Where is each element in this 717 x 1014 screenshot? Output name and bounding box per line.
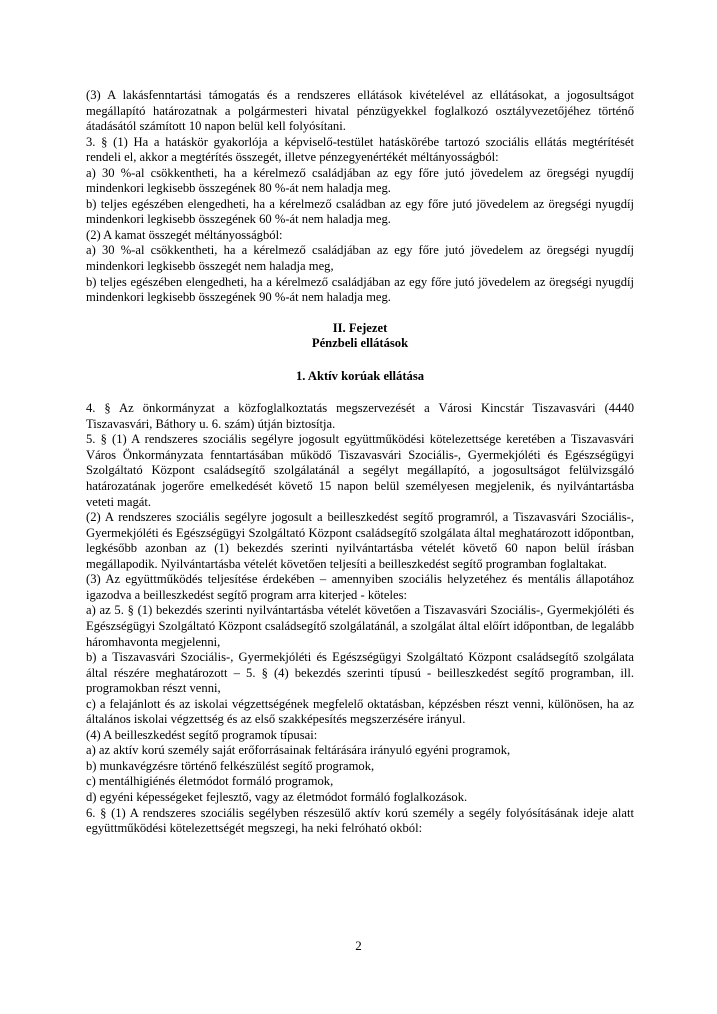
paragraph: (2) A rendszeres szociális segélyre jogosult a beilleszkedést segítő programról, a Tiszavasvári Szociális-, Gyermekjóléti és Egészségügyi Szolgáltató Központ családsegítő szolgálata által meghatározott időpontban, legkésőbb azonban az (1) bekezdés szerinti nyilvántartásba vételét követő 60 napon belül írásban megállapodik. Nyilvántartásba vételét követően teljesíti a beilleszkedést segítő programban foglaltakat.: [86, 510, 634, 571]
paragraph: a) 30 %-al csökkentheti, ha a kérelmező családjában az egy főre jutó jövedelem az öregségi nyugdíj mindenkori legkisebb összegét nem haladja meg,: [86, 243, 634, 274]
paragraph: (3) Az együttműködés teljesítése érdekében – amennyiben szociális helyzetéhez és mentális állapotához igazodva a beilleszkedést segítő program arra kiterjed - köteles:: [86, 572, 634, 602]
paragraph: (2) A kamat összegét méltányosságból:: [86, 227, 283, 242]
paragraph: c) a felajánlott és az iskolai végzettségének megfelelő oktatásban, képzésben részt venni, különösen, ha az általános iskolai végzettség és az első szakképesítés megszerzésére irányul.: [86, 696, 634, 727]
paragraph: (4) A beilleszkedést segítő programok típusai:: [86, 727, 318, 742]
paragraph: b) a Tiszavasvári Szociális-, Gyermekjóléti és Egészségügyi Szolgáltató Központ családsegítő szolgálata által részére meghatározott – 5. § (4) bekezdés szerinti típusú - beilleszkedést segítő programban, ill. programokban részt venni,: [86, 650, 634, 696]
paragraph: 6. § (1) A rendszeres szociális segélyben részesülő aktív korú személy a segély folyósításának ideje alatt együttműködési kötelezettségét megszegi, ha neki felróható okból:: [86, 805, 634, 836]
paragraph: a) az 5. § (1) bekezdés szerinti nyilvántartásba vételét követően a Tiszavasvári Szociális-, Gyermekjóléti és Egészségügyi Szolgáltató Központ családsegítő szolgálatánál, a szolgálat által előírt időpontban, de legalább háromhavonta megjelenni,: [86, 603, 634, 649]
paragraph: a) az aktív korú személy saját erőforrásainak feltárására irányuló egyéni programok,: [86, 743, 511, 758]
paragraph: d) egyéni képességeket fejlesztő, vagy az életmódot formáló foglalkozások.: [86, 789, 468, 804]
paragraph: c) mentálhigiénés életmódot formáló programok,: [86, 774, 334, 789]
paragraph: 3. § (1) Ha a hatáskör gyakorlója a képviselő-testület hatáskörébe tartozó szociális ellátás megtérítését rendeli el, akkor a megtérítés összegét, illetve pénzegyenértékét méltányosságból:: [86, 134, 634, 165]
chapter-number: II. Fejezet: [332, 320, 388, 335]
page-number: 2: [355, 938, 362, 953]
paragraph: (3) A lakásfenntartási támogatás és a rendszeres ellátások kivételével az ellátásokat, a jogosultságot megállapító határozatnak a polgármesteri hivatal pénzügyekkel foglalkozó osztályvezetőjéhez történő átadásától számított 10 napon belül kell folyósítani.: [86, 88, 634, 134]
section-title: 1. Aktív korúak ellátása: [295, 368, 425, 383]
paragraph: b) teljes egészében elengedheti, ha a kérelmező családban az egy főre jutó jövedelem az öregségi nyugdíj mindenkori legkisebb összegének 60 %-át nem haladja meg.: [86, 196, 634, 227]
document-body: [86, 88, 634, 837]
paragraph: a) 30 %-al csökkentheti, ha a kérelmező családjában az egy főre jutó jövedelem az öregségi nyugdíj mindenkori legkisebb összegének 80 %-át nem haladja meg.: [86, 165, 634, 196]
paragraph: b) munkavégzésre történő felkészülést segítő programok,: [86, 758, 375, 773]
paragraph: 5. § (1) A rendszeres szociális segélyre jogosult együttműködési kötelezettsége keretében a Tiszavasvári Város Önkormányzata fenntartásában működő Tiszavasvári Szociális-, Gyermekjóléti és Egészségügyi Szolgáltató Központ családsegítő szolgálatánál a segélyt megállapító, a jogosultságot felülvizsgáló határozatának jogerőre emelkedését követő 15 napon belül személyesen megjelenik, és nyilvántartásba veteti magát.: [86, 432, 634, 509]
paragraph: b) teljes egészében elengedheti, ha a kérelmező családjában az egy főre jutó jövedelem az öregségi nyugdíj mindenkori legkisebb összegének 90 %-át nem haladja meg.: [86, 274, 634, 305]
chapter-title: Pénzbeli ellátások: [311, 336, 409, 351]
paragraph: 4. § Az önkormányzat a közfoglalkoztatás megszervezését a Városi Kincstár Tiszavasvári (4440 Tiszavasvári, Báthory u. 6. szám) útján biztosítja.: [86, 401, 634, 431]
